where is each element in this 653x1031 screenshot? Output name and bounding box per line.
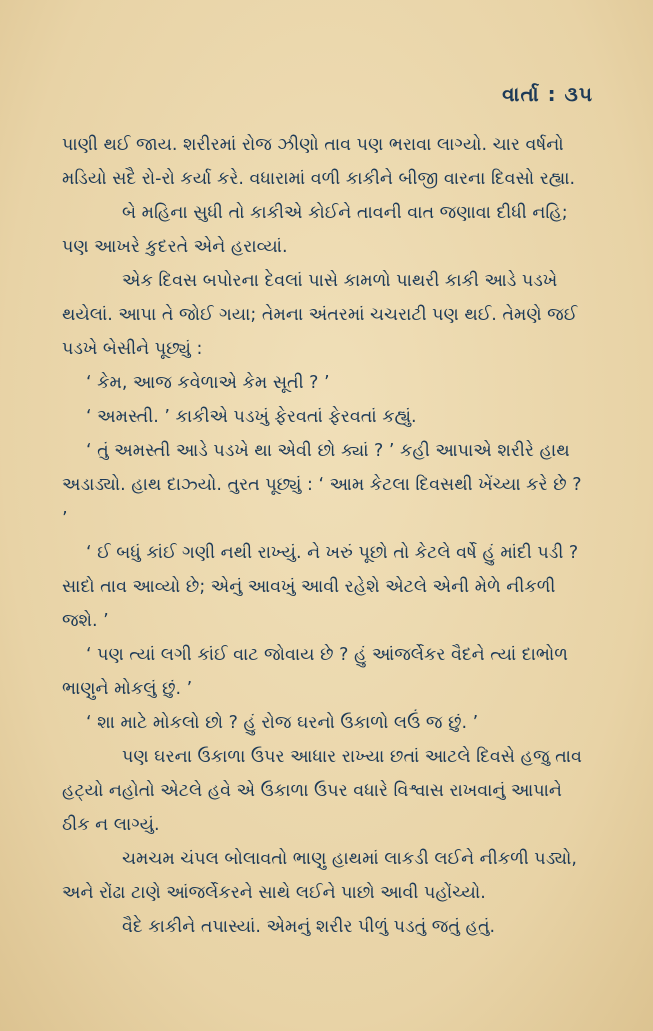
paragraph: એક દિવસ બપોરના દેવલાં પાસે કામળો પાથરી કાકી આડે પડખે થયેલાં. આપા તે જોઈ ગયા; તેમના અંતરમાં ચચરાટી પણ થઈ. તેમણે જઈ પડખે બેસીને પૂછ્યું : xyxy=(62,271,578,359)
paragraph: વૈદે કાકીને તપાસ્યાં. એમનું શરીર પીળું પડતું જતું હતું. xyxy=(122,917,496,937)
paragraph: બે મહિના સુધી તો કાકીએ કોઈને તાવની વાત જણાવા દીધી નહિ; પણ આખરે કુદરતે એને હરાવ્યાં. xyxy=(62,203,568,257)
paragraph: પાણી થઈ જાય. શરીરમાં રોજ ઝીણો તાવ પણ ભરાવા લાગ્યો. ચાર વર્ષનો મડિયો સદૈ રો-રો કર્યા કરે. વધારામાં વળી કાકીને બીજી વારના દિવસો રહ્યા. xyxy=(62,135,576,189)
page-body xyxy=(62,128,582,944)
dialogue-line: ‘ કેમ, આજ કવેળાએ કેમ સૂતી ? ’ xyxy=(86,373,330,393)
paragraph: પણ ઘરના ઉકાળા ઉપર આધાર રાખ્યા છતાં આટલે દિવસે હજુ તાવ હટ્યો નહોતો એટલે હવે એ ઉકાળા ઉપર વધારે વિશ્વાસ રાખવાનું આપાને ઠીક ન લાગ્યું. xyxy=(62,747,582,835)
dialogue-line: ‘ ઈ બધું કાંઈ ગણી નથી રાખ્યું. ને ખરું પૂછો તો કેટલે વર્ષે હું માંદી પડી ? સાદો તાવ આવ્યો છે; એનું આવખું આવી રહેશે એટલે એની મેળે નીકળી જશે. ’ xyxy=(62,543,579,631)
dialogue-line: ‘ અમસ્તી. ’ કાકીએ પડખું ફેરવતાં ફેરવતાં કહ્યું. xyxy=(86,407,417,427)
paragraph: ચમચમ ચંપલ બોલાવતો ભાણુ હાથમાં લાકડી લઈને નીકળી પડ્યો, અને રોંઢા ટાણે આંજર્લેકરને સાથે લઈને પાછો આવી પહોંચ્યો. xyxy=(62,849,577,903)
dialogue-line: ‘ તું અમસ્તી આડે પડખે થા એવી છો ક્યાં ? ’ કહી આપાએ શરીરે હાથ અડાડ્યો. હાથ દાઝ્યો. તુરત પૂછ્યું : ‘ આમ કેટલા દિવસથી ખેંચ્યા કરે છે ? ’ xyxy=(62,441,582,529)
running-header: વાર્તા : ૩૫ xyxy=(502,82,593,106)
dialogue-line: ‘ શા માટે મોકલો છો ? હું રોજ ઘરનો ઉકાળો લઉં જ છું. ’ xyxy=(86,713,479,733)
dialogue-line: ‘ પણ ત્યાં લગી કાંઈ વાટ જોવાય છે ? હું આંજર્લેકર વૈદને ત્યાં દાભોળ ભાણુને મોકલું છું. ’ xyxy=(62,645,568,699)
